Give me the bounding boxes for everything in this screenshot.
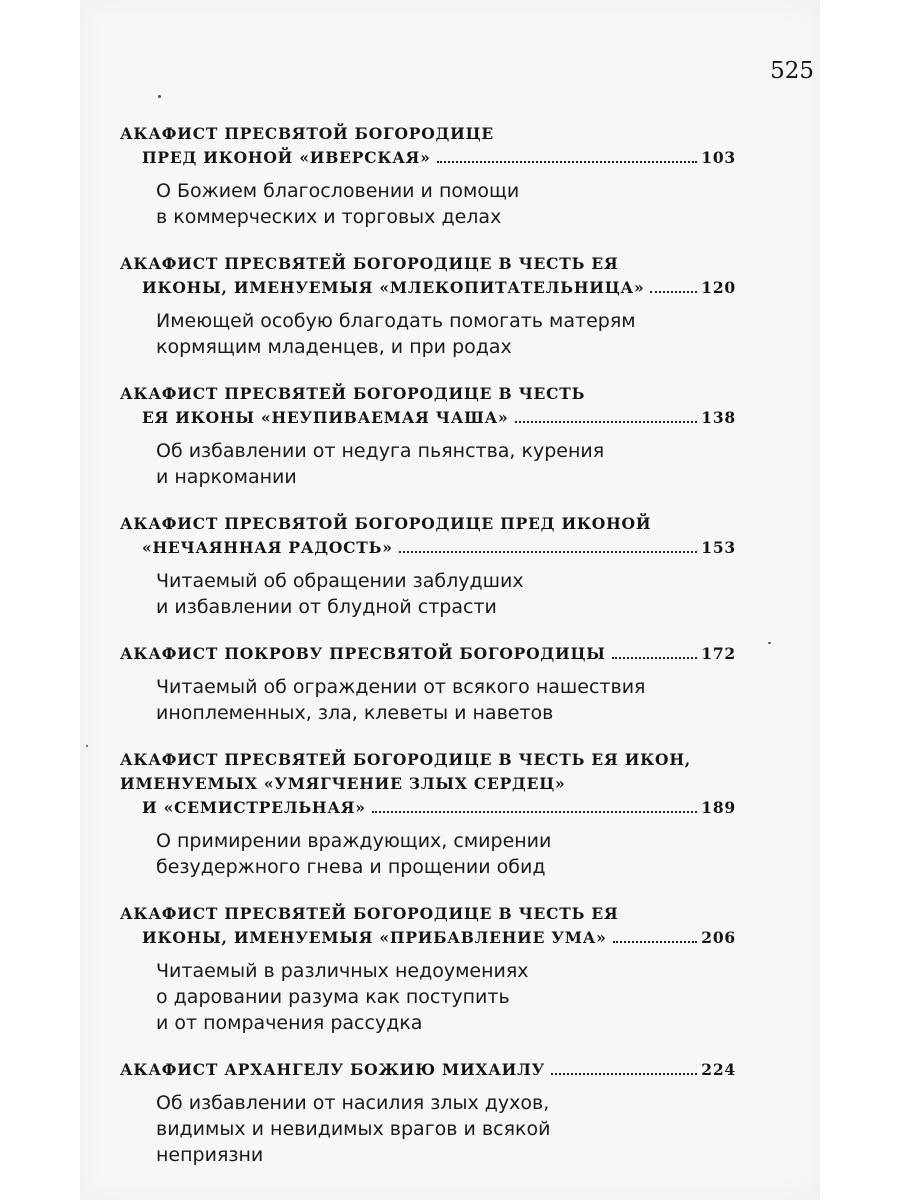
dot-leader [515, 421, 698, 423]
entry-description [120, 1090, 736, 1168]
entry-page-number: 189 [701, 798, 736, 817]
entry-description-line: о даровании разума как поступить [156, 986, 510, 1008]
entry-title-with-page [120, 1058, 736, 1082]
toc-entry [120, 642, 736, 726]
entry-title-last-line: ЕЯ ИКОНЫ «НЕУПИВАЕМАЯ ЧАША» [142, 408, 509, 427]
entry-title-with-page [120, 536, 736, 560]
entry-title-with-page [120, 406, 736, 430]
dot-leader [551, 1073, 697, 1075]
entry-title-line: АКАФИСТ ПРЕСВЯТЕЙ БОГОРОДИЦЕ В ЧЕСТЬ ЕЯ [120, 254, 619, 273]
entry-title-last-line: АКАФИСТ АРХАНГЕЛУ БОЖИЮ МИХАИЛУ [120, 1060, 545, 1079]
table-of-contents [120, 122, 736, 1190]
page-number: 525 [770, 58, 814, 84]
entry-description-line: Читаемый об обращении заблудших [156, 570, 524, 592]
print-speck [86, 745, 88, 747]
print-speck [768, 642, 771, 644]
toc-entry [120, 252, 736, 360]
toc-entry [120, 122, 736, 230]
entry-page-number: 138 [701, 408, 736, 427]
toc-entry [120, 1058, 736, 1168]
entry-title-last-line: АКАФИСТ ПОКРОВУ ПРЕСВЯТОЙ БОГОРОДИЦЫ [120, 644, 606, 663]
entry-title-last-line: «НЕЧАЯННАЯ РАДОСТЬ» [142, 538, 393, 557]
entry-description [120, 828, 736, 880]
entry-description-line: и избавлении от блудной страсти [156, 596, 497, 618]
entry-description-line: Имеющей особую благодать помогать матерям [156, 310, 636, 332]
entry-description-line: О Божием благословении и помощи [156, 180, 520, 202]
entry-page-number: 120 [701, 278, 736, 297]
entry-page-number: 224 [701, 1060, 736, 1079]
entry-description-line: Об избавлении от насилия злых духов, [156, 1092, 550, 1114]
entry-title-with-page [120, 926, 736, 950]
entry-description [120, 178, 736, 230]
dot-leader [612, 657, 698, 659]
entry-description-line: иноплеменных, зла, клеветы и наветов [156, 702, 554, 724]
entry-title-with-page [120, 146, 736, 170]
entry-description-line: Об избавлении от недуга пьянства, курения [156, 440, 605, 462]
entry-title-line: АКАФИСТ ПРЕСВЯТЕЙ БОГОРОДИЦЕ В ЧЕСТЬ [120, 384, 586, 403]
entry-title-line: АКАФИСТ ПРЕСВЯТЕЙ БОГОРОДИЦЕ В ЧЕСТЬ ЕЯ [120, 904, 619, 923]
entry-page-number: 172 [701, 644, 736, 663]
entry-title-line: ИМЕНУЕМЫХ «УМЯГЧЕНИЕ ЗЛЫХ СЕРДЕЦ» [120, 774, 566, 793]
entry-page-number: 206 [701, 928, 736, 947]
entry-description-line: и от помрачения рассудка [156, 1012, 423, 1034]
entry-page-number: 153 [701, 538, 736, 557]
entry-title-last-line: И «СЕМИСТРЕЛЬНАЯ» [142, 798, 366, 817]
entry-page-number: 103 [701, 148, 736, 167]
entry-title-line: АКАФИСТ ПРЕСВЯТОЙ БОГОРОДИЦЕ ПРЕД ИКОНОЙ [120, 514, 652, 533]
entry-title-last-line: ИКОНЫ, ИМЕНУЕМЫЯ «МЛЕКОПИТАТЕЛЬНИЦА» [142, 278, 645, 297]
entry-description-line: и наркомании [156, 466, 297, 488]
toc-entry [120, 902, 736, 1036]
entry-description [120, 958, 736, 1036]
entry-description [120, 674, 736, 726]
dot-leader [613, 941, 698, 943]
entry-title-line: АКАФИСТ ПРЕСВЯТЕЙ БОГОРОДИЦЕ В ЧЕСТЬ ЕЯ ИКОН, [120, 750, 691, 769]
entry-description [120, 568, 736, 620]
dot-leader [372, 811, 697, 813]
print-speck [158, 95, 161, 98]
entry-title-with-page [120, 796, 736, 820]
toc-entry [120, 382, 736, 490]
entry-title-with-page [120, 276, 736, 300]
entry-description-line: в коммерческих и торговых делах [156, 206, 502, 228]
entry-title-last-line: ИКОНЫ, ИМЕНУЕМЫЯ «ПРИБАВЛЕНИЕ УМА» [142, 928, 607, 947]
dot-leader [399, 551, 698, 553]
entry-description-line: неприязни [156, 1144, 264, 1166]
toc-entry [120, 512, 736, 620]
entry-description-line: кормящим младенцев, и при родах [156, 336, 512, 358]
entry-description-line: видимых и невидимых врагов и всякой [156, 1118, 551, 1140]
dot-leader [437, 161, 698, 163]
entry-description-line: О примирении враждующих, смирении [156, 830, 552, 852]
dot-leader [650, 291, 697, 293]
entry-title-with-page [120, 642, 736, 666]
toc-entry [120, 748, 736, 880]
entry-description [120, 308, 736, 360]
entry-description [120, 438, 736, 490]
entry-title-last-line: ПРЕД ИКОНОЙ «ИВЕРСКАЯ» [142, 148, 431, 167]
entry-description-line: Читаемый в различных недоумениях [156, 960, 529, 982]
entry-description-line: безудержного гнева и прощении обид [156, 856, 546, 878]
entry-title-line: АКАФИСТ ПРЕСВЯТОЙ БОГОРОДИЦЕ [120, 124, 494, 143]
entry-description-line: Читаемый об ограждении от всякого нашествия [156, 676, 646, 698]
